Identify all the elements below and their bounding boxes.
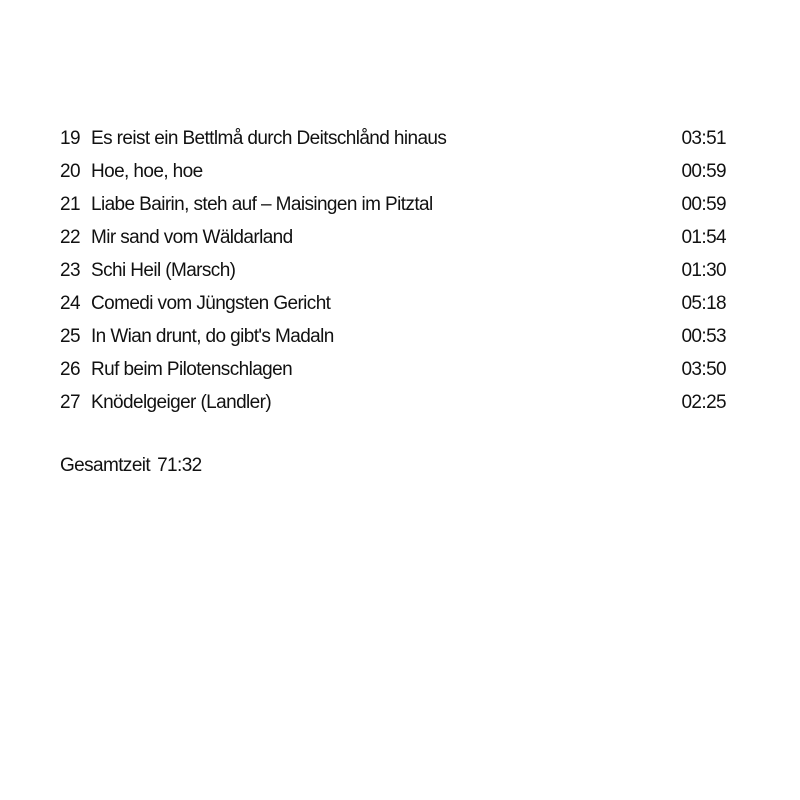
tracklist <box>60 122 726 419</box>
track-duration: 00:53 <box>681 326 726 347</box>
track-number: 19 <box>60 128 80 149</box>
total-label: Gesamtzeit <box>60 455 151 476</box>
track-row <box>60 287 726 320</box>
track-duration: 01:54 <box>681 227 726 248</box>
track-number: 23 <box>60 260 80 281</box>
track-duration: 00:59 <box>681 161 726 182</box>
track-row <box>60 122 726 155</box>
track-title: Ruf beim Pilotenschlagen <box>91 359 293 380</box>
track-duration: 03:51 <box>681 128 726 149</box>
track-number: 21 <box>60 194 80 215</box>
track-row <box>60 320 726 353</box>
track-duration: 01:30 <box>681 260 726 281</box>
total-duration <box>60 452 202 480</box>
track-title: Knödelgeiger (Landler) <box>91 392 272 413</box>
track-number: 26 <box>60 359 80 380</box>
total-value: 71:32 <box>157 455 202 476</box>
track-number: 25 <box>60 326 80 347</box>
track-duration: 02:25 <box>681 392 726 413</box>
track-title: Mir sand vom Wäldarland <box>91 227 293 248</box>
track-row <box>60 155 726 188</box>
track-number: 27 <box>60 392 80 413</box>
track-title: Es reist ein Bettlmå durch Deitschlånd hinaus <box>91 128 447 149</box>
track-duration: 00:59 <box>681 194 726 215</box>
track-title: Comedi vom Jüngsten Gericht <box>91 293 331 314</box>
track-row <box>60 386 726 419</box>
track-number: 22 <box>60 227 80 248</box>
track-duration: 03:50 <box>681 359 726 380</box>
track-title: Schi Heil (Marsch) <box>91 260 236 281</box>
track-title: Liabe Bairin, steh auf – Maisingen im Pitztal <box>91 194 433 215</box>
track-number: 20 <box>60 161 80 182</box>
track-row <box>60 353 726 386</box>
track-row <box>60 221 726 254</box>
track-title: Hoe, hoe, hoe <box>91 161 203 182</box>
track-title: In Wian drunt, do gibt's Madaln <box>91 326 334 347</box>
track-number: 24 <box>60 293 80 314</box>
track-row <box>60 254 726 287</box>
track-row <box>60 188 726 221</box>
track-duration: 05:18 <box>681 293 726 314</box>
